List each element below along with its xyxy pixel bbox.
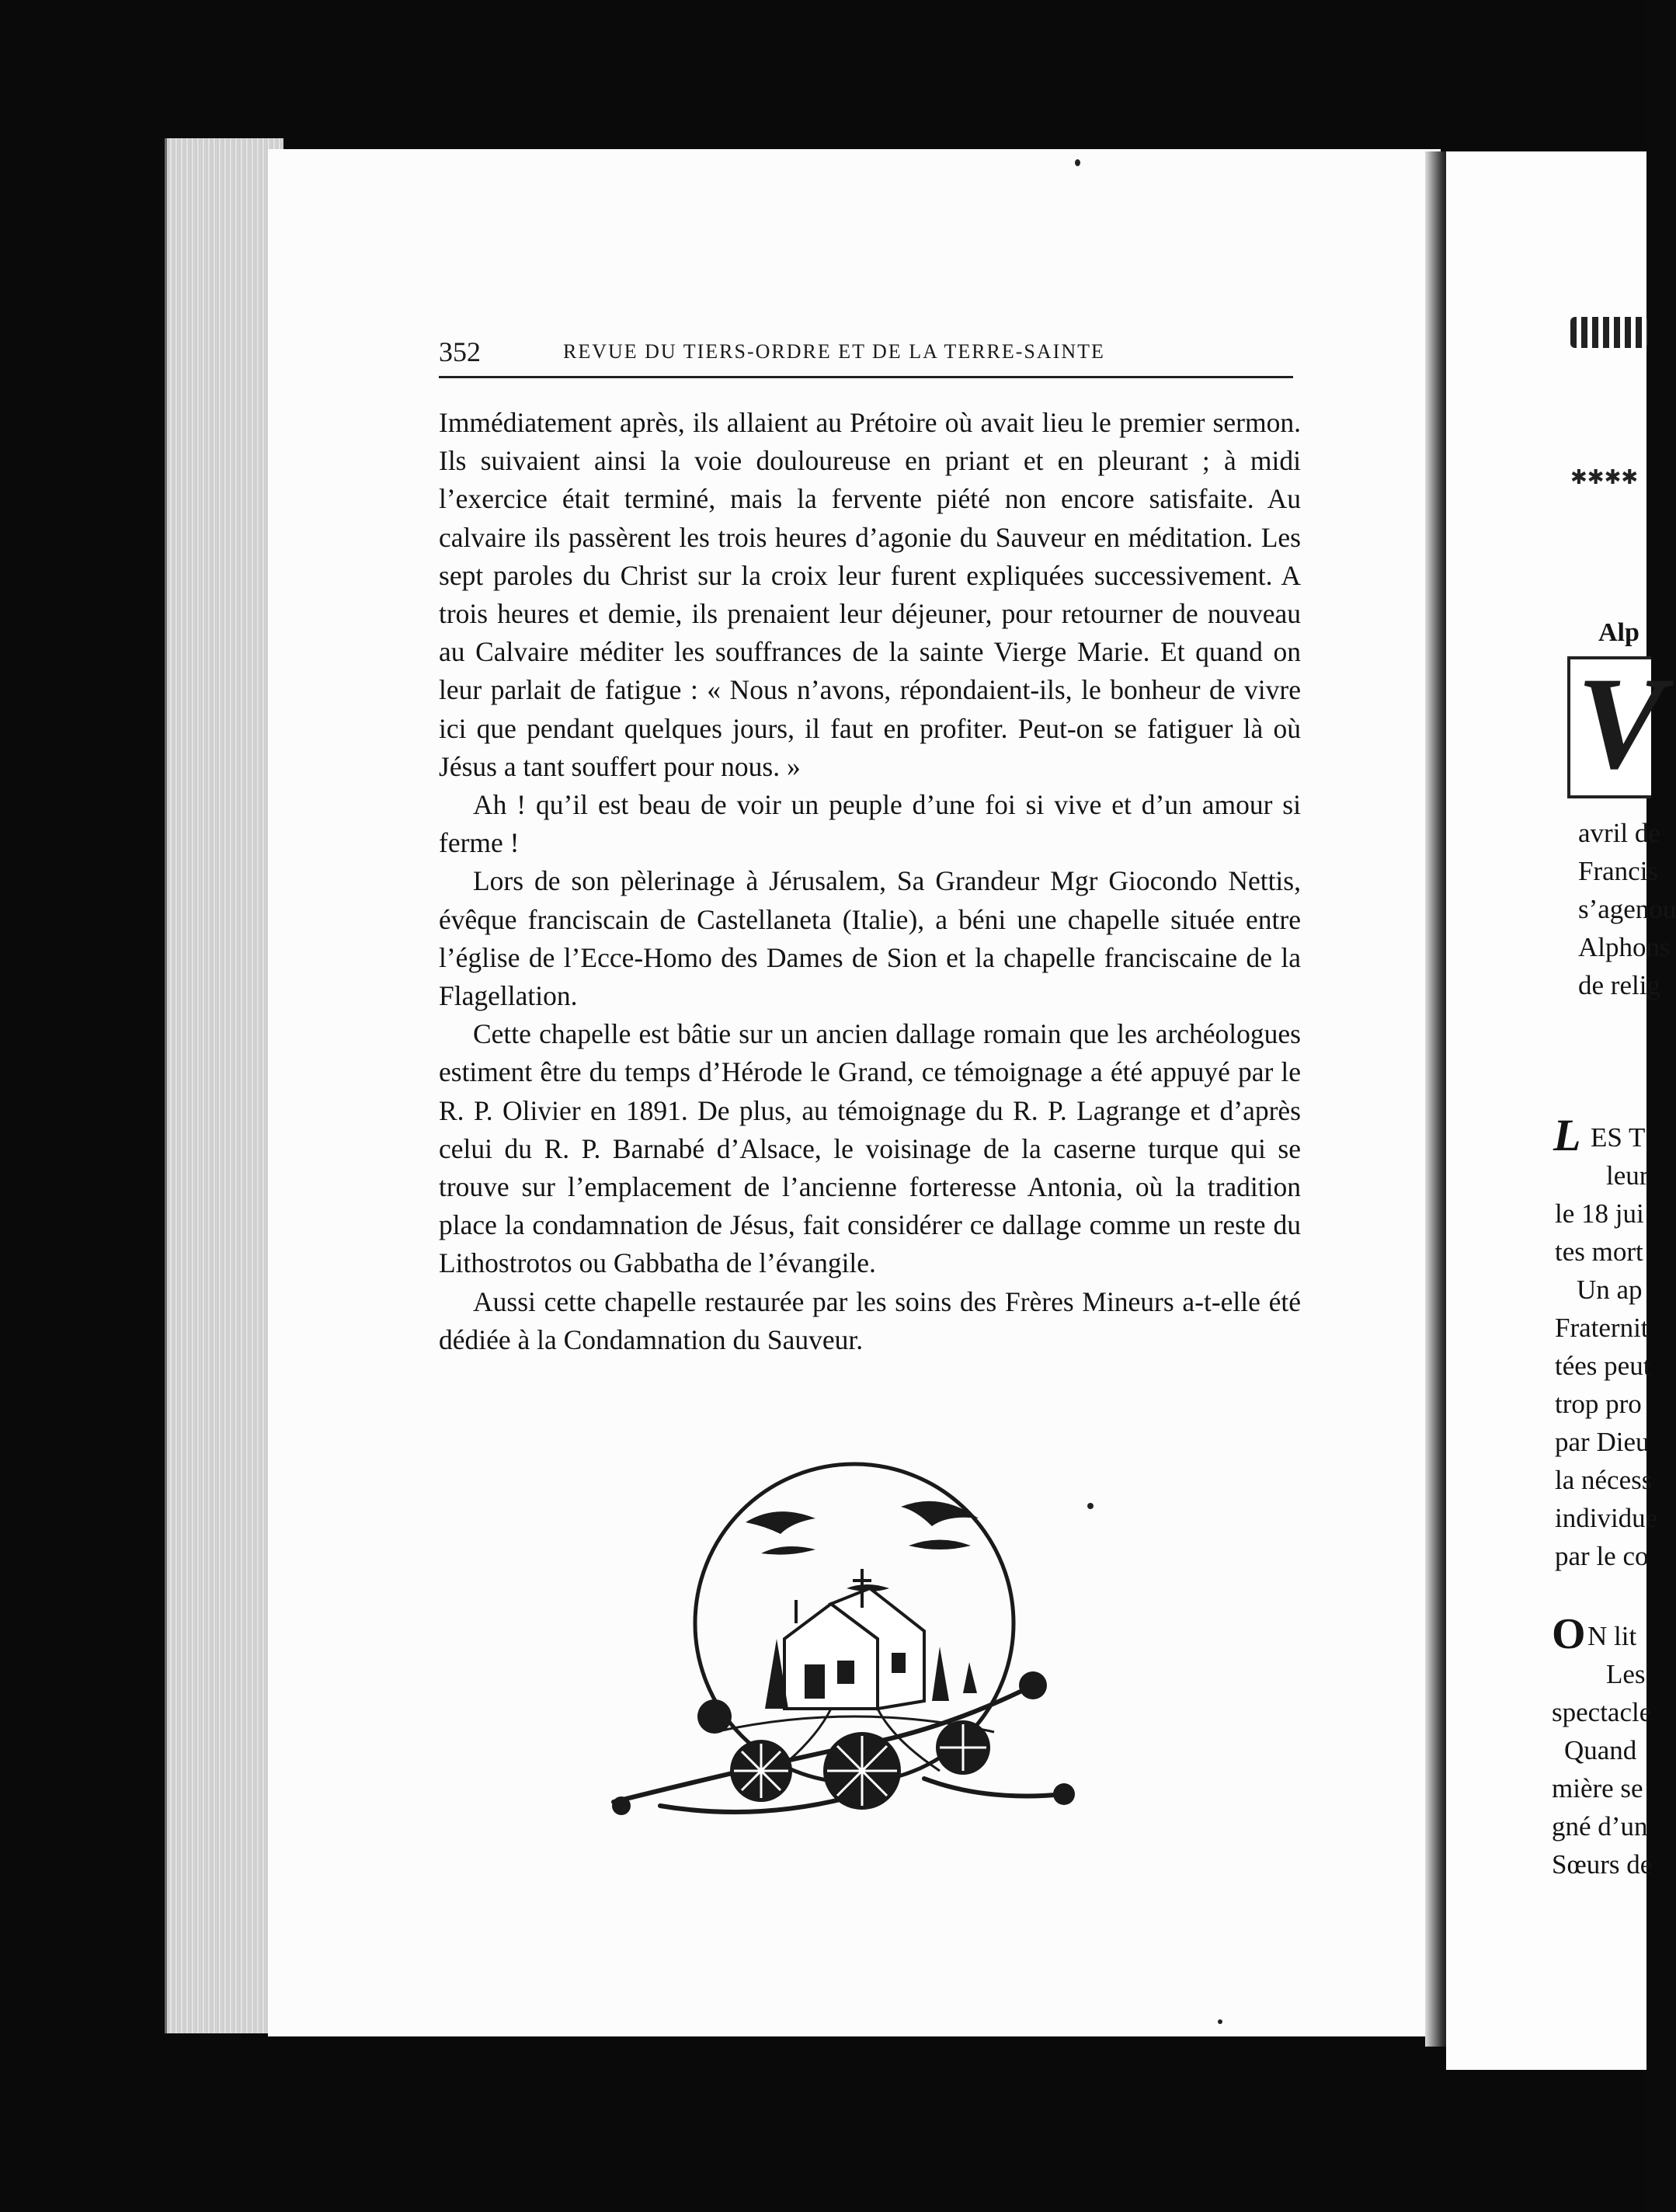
text-line: le 18 jui — [1555, 1198, 1644, 1229]
text-line: mière se — [1552, 1773, 1643, 1803]
article-body — [439, 404, 1301, 1359]
paragraph: Lors de son pèlerinage à Jérusalem, Sa Grandeur Mgr Giocondo Nettis, évêque franciscain de Castellaneta (Italie), a béni une chapelle située entre l’église de l’Ecce-Homo des Dames de Sion et la chapelle franciscaine de la Flagellation. — [439, 865, 1301, 1012]
text-line: leur — [1606, 1160, 1649, 1191]
dropcap-l: L — [1553, 1110, 1581, 1160]
text-line: Alphons — [1578, 932, 1671, 962]
book-gutter — [1425, 151, 1448, 2047]
page-number: 352 — [439, 336, 481, 367]
decorative-stars: ✱✱✱✱ — [1570, 466, 1639, 489]
dropcap-o: O — [1552, 1610, 1586, 1658]
text-line: Fraternit — [1555, 1313, 1649, 1343]
chapel-vignette-illustration — [598, 1452, 1111, 1856]
running-title: REVUE DU TIERS-ORDRE ET DE LA TERRE-SAINTE — [563, 340, 1105, 363]
text-line: Les — [1606, 1659, 1646, 1689]
text-line: de relig — [1578, 970, 1660, 1000]
text-line: s’agenou — [1578, 894, 1676, 924]
decorative-ornament-band — [1570, 317, 1648, 348]
paragraph: Aussi cette chapelle restaurée par les soins des Frères Mineurs a-t-elle été dédiée à la Condamnation du Sauveur. — [439, 1285, 1301, 1355]
text-line: par Dieu — [1555, 1427, 1650, 1457]
scan-speck — [1218, 2019, 1222, 2024]
scan-speck — [1087, 1503, 1094, 1509]
section-heading-fragment: Alp — [1598, 618, 1639, 647]
text-line: Un ap — [1577, 1275, 1643, 1305]
text-line: spectacle — [1552, 1697, 1652, 1727]
text-line: individue — [1555, 1503, 1658, 1533]
text-line: tées peut — [1555, 1351, 1651, 1381]
text-line: trop pro — [1555, 1389, 1642, 1419]
book-page-edges — [165, 138, 283, 2033]
text-line: N lit — [1587, 1621, 1637, 1651]
text-line: gné d’un — [1552, 1811, 1648, 1842]
page-header — [439, 336, 1293, 378]
paragraph: Ah ! qu’il est beau de voir un peuple d’une foi si vive et d’un amour si ferme ! — [439, 789, 1301, 859]
text-line: tes mort — [1555, 1236, 1643, 1267]
text-line: avril de — [1578, 818, 1660, 848]
text-line: ES T — [1591, 1122, 1646, 1153]
text-line: Francis — [1578, 856, 1659, 886]
text-line: Quand — [1564, 1735, 1637, 1765]
paragraph: Immédiatement après, ils allaient au Prétoire où avait lieu le premier sermon. Ils suivaient ainsi la voie douloureuse en priant et en pleurant ; à midi l’exercice était terminé, mais la fervente piété non encore satisfaite. Au calvaire ils passèrent les trois heures d’agonie du Sauveur en méditation. Les sept paroles du Christ sur la croix leur furent expliquées successivement. A trois heures et demie, ils prenaient leur déjeuner, pour retourner de nouveau au Calvaire méditer les souffrances de la sainte Vierge Marie. Et quand on leur parlait de fatigue : « Nous n’avons, répondaient-ils, le bonheur de vivre ici que pendant quelques jours, il faut en profiter. Peut-on se fatiguer là où Jésus a tant souffert pour nous. » — [439, 407, 1301, 782]
paragraph: Cette chapelle est bâtie sur un ancien dallage romain que les archéologues estiment être du temps d’Hérode le Grand, ce témoignage a été appuyé par le R. P. Olivier en 1891. De plus, au témoignage du R. P. Lagrange et d’après celui du R. P. Barnabé d’Alsace, le voisinage de la caserne turque qui se trouve sur l’emplacement de l’ancienne forteresse Antonia, où la tradition place la condamnation de Jésus, fait considérer ce dallage comme un reste du Lithostrotos ou Gabbatha de l’évangile. — [439, 1018, 1301, 1279]
text-line: la nécess — [1555, 1465, 1653, 1495]
text-line: par le co — [1555, 1541, 1649, 1571]
ornamental-dropcap-v: V — [1567, 656, 1651, 798]
text-line: Sœurs de — [1552, 1849, 1653, 1880]
scan-speck — [1075, 159, 1080, 166]
